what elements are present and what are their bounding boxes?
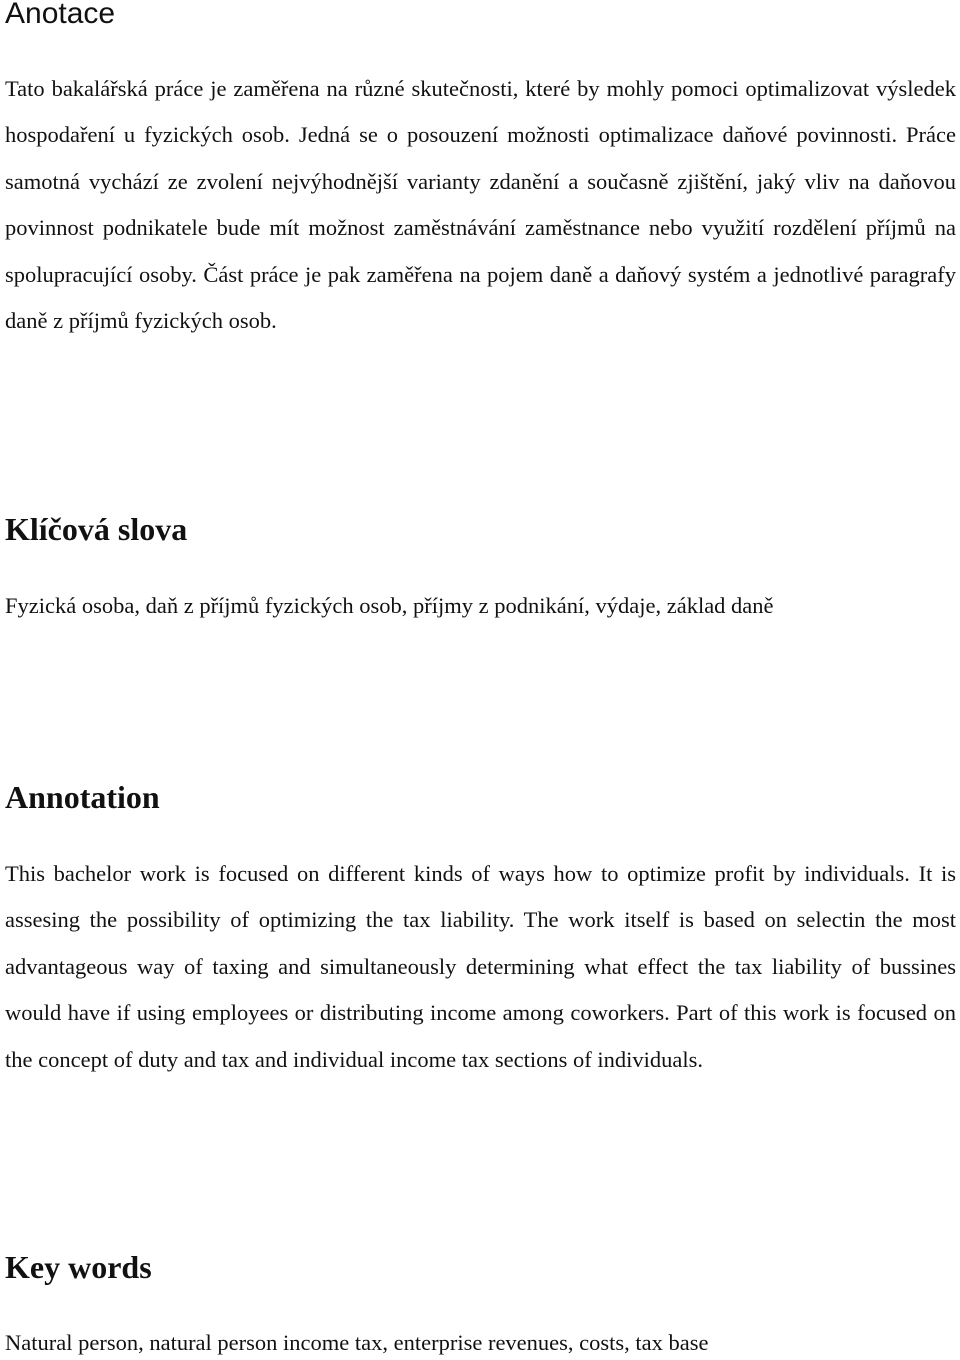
heading-annotation: Annotation: [5, 779, 160, 815]
heading-anotace: Anotace: [5, 0, 116, 30]
heading-klicova-slova: Klíčová slova: [5, 511, 188, 547]
klicova-slova-body: Fyzická osoba, daň z příjmů fyzických osob, příjmy z podnikání, výdaje, základ daně: [5, 593, 774, 618]
annotation-body: This bachelor work is focused on different kinds of ways how to optimize profit by individuals. It is assesing the possibility of optimizing the tax liability. The work itself is based on selectin the most advantageous way of taxing and simultaneously determining what effect the tax liability of bussines would have if using employees or distributing income among coworkers. Part of this work is focused on the concept of duty and tax and individual income tax sections of individuals.: [5, 861, 956, 1072]
key-words-body: Natural person, natural person income tax, enterprise revenues, costs, tax base: [5, 1330, 709, 1355]
heading-key-words: Key words: [5, 1249, 152, 1285]
anotace-body: Tato bakalářská práce je zaměřena na různé skutečnosti, které by mohly pomoci optimalizovat výsledek hospodaření u fyzických osob. Jedná se o posouzení možnosti optimalizace daňové povinnosti. Práce samotná vychází ze zvolení nejvýhodnější varianty zdanění a současně zjištění, jaký vliv na daňovou povinnost podnikatele bude mít možnost zaměstnávání zaměstnance nebo využití rozdělení příjmů na spolupracující osoby. Část práce je pak zaměřena na pojem daně a daňový systém a jednotlivé paragrafy daně z příjmů fyzických osob.: [5, 76, 956, 334]
